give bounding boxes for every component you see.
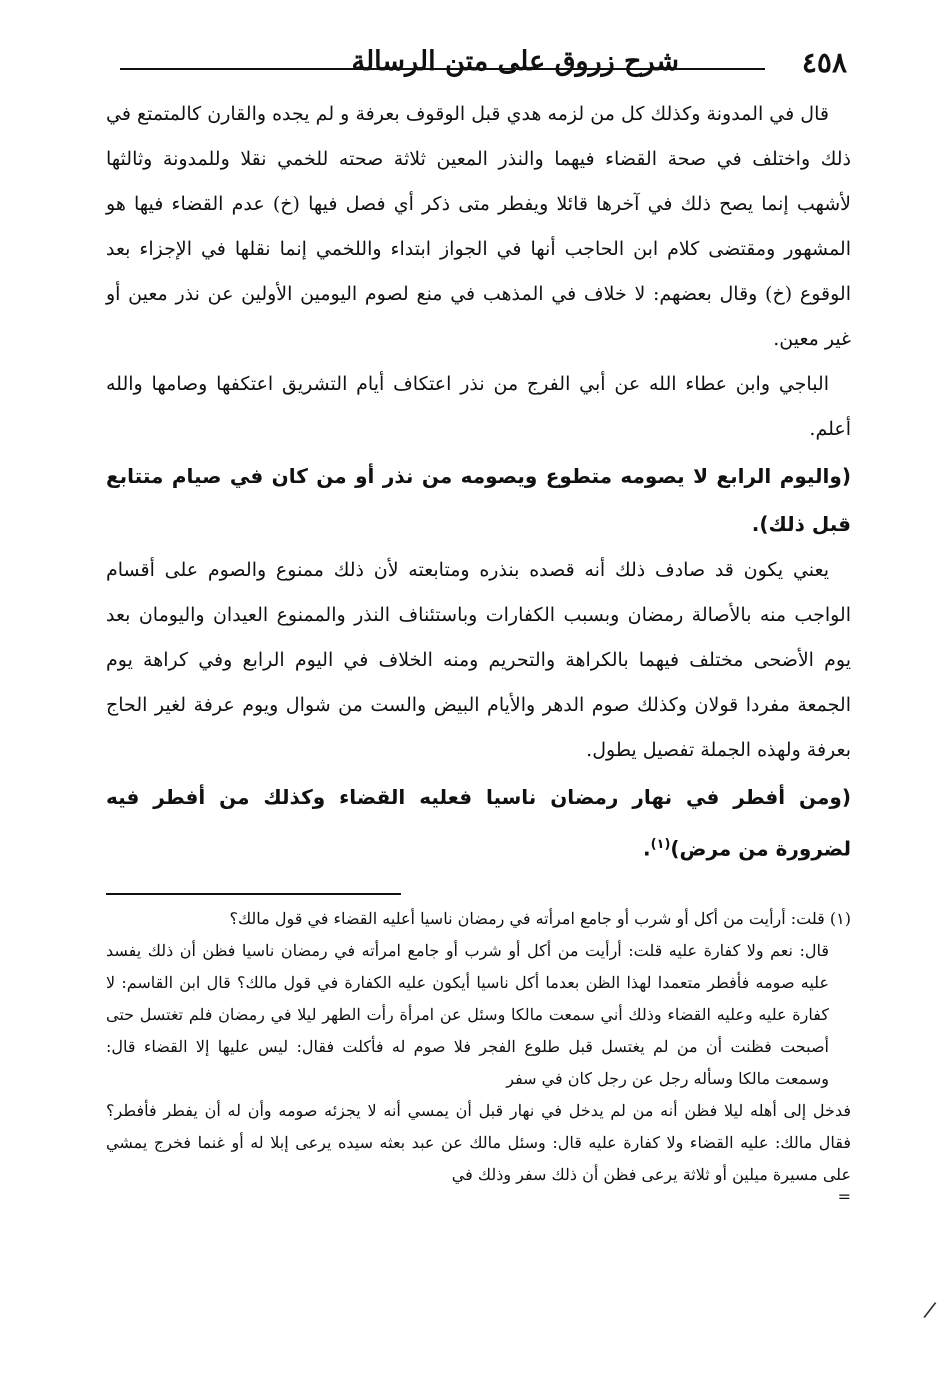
matn-text-2-end: . — [642, 836, 651, 861]
margin-pen-mark: / — [921, 1297, 938, 1324]
page-number: ٤٥٨ — [801, 46, 847, 79]
footnote-reference: (١) — [650, 837, 671, 852]
footnote-2-body: فدخل إلى أهله ليلا فظن أنه من لم يدخل في نهار قبل أن يمسي أنه لا يجزئه صومه وأن له أن يفطر فأفطر؟ فقال مالك: عليه القضاء ولا كفارة عليه قال: وسئل مالك عن عبد بعثه سيده يرعى إبلا له أو غنما فخرج يمشي على مسيرة ميلين أو ثلاثة يرعى فظن أن ذلك سفر وذلك في — [106, 1100, 851, 1184]
matn-text-2-body: (ومن أفطر في نهار رمضان ناسيا فعليه القضاء وكذلك من أفطر فيه لضرورة من مرض) — [106, 785, 851, 861]
footnotes — [106, 903, 851, 1213]
footnote-1-body: قال: نعم ولا كفارة عليه قلت: أرأيت من أكل أو شرب أو جامع امرأته في رمضان ناسيا فظن أن ذلك يفسد عليه صومه فأفطر متعمدا لهذا الظن بعدما أكل ناسيا أيكون عليه الكفارة في قول مالك؟ قال ابن القاسم: لا كفارة عليه وعليه القضاء وذلك أني سمعت مالكا وسئل عن امرأة رأت الطهر ليلا في رمضان فلم تغتسل حتى أصبحت فظنت أن من لم يغتسل قبل طلوع الفجر فلا صوم له فأكلت فقال: ليس عليها إلا القضاء قال: وسمعت مالكا وسأله رجل عن رجل كان في سفر — [106, 940, 830, 1088]
paragraph-3: يعني يكون قد صادف ذلك أنه قصده بنذره ومتابعته لأن ذلك ممنوع والصوم على أقسام الواجب منه بالأصالة رمضان وبسبب الكفارات وباستئناف النذر والممنوع العيدان واليومان بعد يوم الأضحى مختلف فيهما بالكراهة والتحريم ومنه الخلاف في اليوم الرابع وفي كراهة يوم الجمعة مفردا قولان وكذلك صوم الدهر والأيام البيض والست من شوال ويوم عرفة لغير الحاج بعرفة ولهذه الجملة تفصيل يطول. — [106, 559, 851, 761]
book-page — [106, 44, 851, 1213]
page-header — [106, 44, 851, 92]
matn-text-2 — [106, 773, 851, 873]
footnote-continuation-mark: = — [837, 1186, 851, 1206]
matn-text-1: (واليوم الرابع لا يصومه متطوع ويصومه من نذر أو من كان في صيام متتابع قبل ذلك). — [106, 464, 851, 536]
paragraph-2: الباجي وابن عطاء الله عن أبي الفرج من نذر اعتكاف أيام التشريق اعتكفها وصامها والله أعلم. — [106, 373, 851, 440]
footnote-1-first-line: (١) قلت: أرأيت من أكل أو شرب أو جامع امرأته في رمضان ناسيا أعليه القضاء في قول مالك؟ — [229, 908, 851, 928]
running-title: شرح زروق على متن الرسالة — [351, 46, 679, 77]
paragraph-1: قال في المدونة وكذلك كل من لزمه هدي قبل الوقوف بعرفة و لم يجده والقارن كالمتمتع في ذلك واختلف في صحة القضاء فيهما والنذر المعين ثلاثة صحته للخمي نقلا وللمدونة وثالثها لأشهب إنما يصح ذلك في آخرها قائلا ويفطر متى ذكر أي فصل فيها (خ) عدم القضاء فيها هو المشهور ومقتضى كلام ابن الحاجب أنها في الجواز ابتداء واللخمي إنما نقلها في الإجزاء بعد الوقوع (خ) وقال بعضهم: لا خلاف في المذهب في منع لصوم اليومين الأولين عن نذر معين أو غير معين. — [106, 103, 851, 350]
header-rule — [120, 68, 765, 70]
footnote-separator — [106, 893, 401, 895]
